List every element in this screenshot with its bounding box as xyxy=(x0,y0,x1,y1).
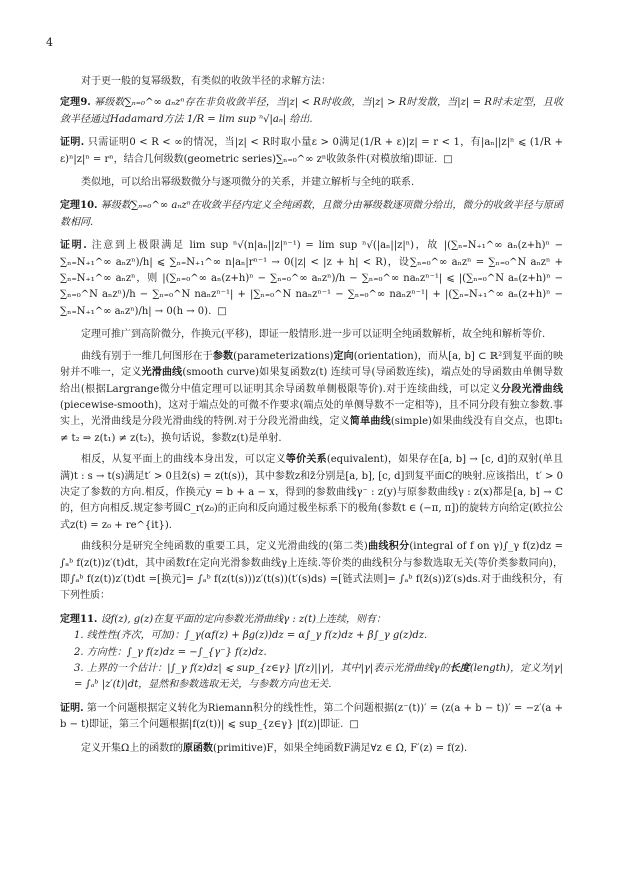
proof-10 xyxy=(60,238,563,320)
text-run: (length)，定义为|γ| = ∫ₐᵇ |z′(t)|dt，显然和参数选取无关，与参数方向也无关. xyxy=(74,663,564,691)
equivalence-paragraph xyxy=(60,452,563,534)
term-equivalence: 等价关系 xyxy=(285,454,327,466)
property-item xyxy=(74,661,563,694)
text-run: (smooth curve)如果复函数z(t) 连续可导(导函数连续)，端点处的导函数由单侧导数给出(根据Largrange微分中值定理可以证明其余导函数单侧极限等价).对于连续曲线，可以定义 xyxy=(60,367,564,395)
text-run: (simple)如果曲线没有自交点，也即t₁ ≠ t₂ ⇒ z(t₁) ≠ z(t₂)，换句话说，参数z(t)是单射. xyxy=(60,416,563,444)
text-run: 相反，从复平面上的曲线本身出发，可以定义 xyxy=(81,454,286,466)
proof-11 xyxy=(60,701,563,734)
term-piecewise-smooth: 分段光滑曲线 xyxy=(500,383,563,395)
theorem-11 xyxy=(60,612,563,628)
term-parameter: 参数 xyxy=(212,350,234,362)
text-run: 曲线积分是研究全纯函数的重要工具，定义光滑曲线的(第二类) xyxy=(81,541,368,553)
primitive-paragraph xyxy=(60,741,563,757)
property-item: 2. 方向性：∫_γ f(z)dz = −∫_{γ⁻} f(z)dz. xyxy=(74,646,267,658)
text-run: (orientation)，而从[a, b] ⊂ ℝ²到复平面的映射并不唯一，定义 xyxy=(60,350,564,379)
page-number: 4 xyxy=(46,36,53,49)
theorem-label: 定理9. xyxy=(60,97,91,109)
term-curve-integral: 曲线积分 xyxy=(367,541,410,553)
text-run: (piecewise-smooth)，这对于端点处的可微不作要求(端点处的单侧导数不一定相等)，且不同分段有独立参数.事实上，光滑曲线是分段光滑曲线的特例.对于分段光滑曲线，定义 xyxy=(60,399,563,428)
qed-mark: □ xyxy=(443,153,453,165)
proof-text: 第一个问题根据定义转化为Riemann积分的线性性，第二个问题根据(z⁻(t))′ = (z(a + b − t))′ = −z′(a + b − t)即证，第三个问题根据|f(z(t))| ⩽ sup_{z∈γ} |f(z)|即证. xyxy=(60,702,563,731)
text-run: (equivalent)，如果存在[a, b] → [c, d]的双射(单且满)t : s → t(s)满足t′ > 0且z̃(s) = z(t(s))，其中参数z和z̃分别是[a, b], [c, d]到复平面ℂ的映射.应该指出，t′ > 0 决定了参数的方向.相反，作换元y = b + a − x，得到的参数曲线γ⁻ : z(y)与原参数曲线γ : z(x)都是[a, b] → ℂ的，但方向相反.规定参考圆C_r(z₀)的正向和反向通过极坐标系下的极角(参数t ∈ (−π, π])的旋转方向给定(欧拉公式z(t) = z₀ + re^{it}). xyxy=(60,454,564,531)
qed-mark: □ xyxy=(349,719,359,731)
theorem-label: 定理10. xyxy=(60,200,98,212)
term-primitive: 原函数 xyxy=(183,742,213,754)
proof-text: 只需证明0 < R < ∞的情况，当|z| < R时取小量ε > 0满足(1/R + ε)|z| = r < 1，有|aₙ||z|ⁿ ⩽ (1/R + ε)ⁿ|z|ⁿ = rⁿ，结合几何级数(geometric series)∑ₙ₌₀^∞ zⁿ收敛条件(对模放缩)即证. xyxy=(60,137,563,165)
theorem-label: 定理11. xyxy=(60,613,98,625)
theorem-text: 幂级数∑ₙ₌₀^∞ aₙzⁿ存在非负收敛半径，当|z| < R时收敛，当|z| > R时发散，当|z| = R时未定型，且收敛半径通过Hadamard方法 1/R = lim sup ⁿ√|aₙ| 给出. xyxy=(60,97,563,125)
term-orientation: 定向 xyxy=(333,350,354,362)
proof-label: 证明. xyxy=(60,137,85,149)
proof-label: 证明. xyxy=(60,702,84,714)
proof-9 xyxy=(60,135,563,168)
text-run: 曲线有别于一维几何图形在于 xyxy=(81,350,213,362)
intro-paragraph: 对于更一般的复幂级数，有类似的收敛半径的求解方法： xyxy=(81,76,331,87)
integral-paragraph xyxy=(60,539,563,605)
theorem-10 xyxy=(60,198,563,231)
text-run: 3. 上界的一个估计：|∫_γ f(z)dz| ⩽ sup_{z∈γ} |f(z)||γ|，其中|γ|表示光滑曲线γ的 xyxy=(74,663,450,674)
page-content xyxy=(60,74,563,757)
proof-label: 证明. xyxy=(60,240,87,252)
theorem-9 xyxy=(60,95,563,128)
qed-mark: □ xyxy=(217,305,227,317)
text-run: (parameterizations) xyxy=(233,350,334,362)
curve-paragraph xyxy=(60,349,563,447)
similar-paragraph: 类似地，可以给出幂级数微分与逐项微分的关系，并建立解析与全纯的联系. xyxy=(81,177,415,189)
text-run: (integral of f on γ)∫_γ f(z)dz = ∫ₐᵇ f(z(t))z′(t)dt，其中函数f在定向光滑参数曲线γ上连续.等价类的曲线积分与参数选取无关(等价类参数同向)，即∫ₐᵇ f(z(t))z′(t)dt =[换元]= ∫ₐᵇ f(z(t(s)))z′(t(s))(t′(s)ds) =[链式法则]= ∫ₐᵇ f(z̃(s))z̃′(s)ds.对于曲线积分，有下列性质： xyxy=(60,541,563,602)
property-item: 1. 线性性(齐次，可加)：∫_γ(αf(z) + βg(z))dz = α∫_γ f(z)dz + β∫_γ g(z)dz. xyxy=(74,630,428,642)
term-smooth-curve: 光滑曲线 xyxy=(141,367,183,379)
text-run: (primitive)F，如果全纯函数F满足∀z ∈ Ω, F′(z) = f(z). xyxy=(213,742,468,754)
text-run: 定义开集Ω上的函数f的 xyxy=(81,742,183,754)
proof-text: 注意到上极限满足 lim sup ⁿ√(n|aₙ||z|ⁿ⁻¹) = lim sup ⁿ√(|aₙ||z|ⁿ)，故 |(∑ₙ₌N₊₁^∞ aₙ(z+h)ⁿ − ∑ₙ₌N₊₁^∞ aₙzⁿ)/h| ⩽ ∑ₙ₌N₊₁^∞ n|aₙ|rⁿ⁻¹ → 0(|z| < |z + h| < R)，设∑ₙ₌₀^∞ aₙzⁿ = ∑ₙ₌₀^N aₙzⁿ + ∑ₙ₌N₊₁^∞ aₙzⁿ，则 |(∑ₙ₌₀^∞ aₙ(z+h)ⁿ − ∑ₙ₌₀^∞ aₙzⁿ)/h − ∑ₙ₌₀^∞ naₙzⁿ⁻¹| ⩽ |(∑ₙ₌₀^N aₙ(z+h)ⁿ − ∑ₙ₌₀^N aₙzⁿ)/h − ∑ₙ₌₀^N naₙzⁿ⁻¹| + |∑ₙ₌₀^N naₙzⁿ⁻¹ − ∑ₙ₌₀^∞ naₙzⁿ⁻¹| + |(∑ₙ₌N₊₁^∞ aₙ(z+h)ⁿ − ∑ₙ₌N₊₁^∞ aₙzⁿ)/h| → 0(h → 0). xyxy=(60,240,563,317)
term-simple-curve: 简单曲线 xyxy=(349,416,391,428)
property-list xyxy=(60,628,563,694)
theorem-text: 幂级数∑ₙ₌₀^∞ aₙzⁿ在收敛半径内定义全纯函数，且微分由幂级数逐项微分给出，微分的收敛半径与原函数相同. xyxy=(60,200,564,228)
term-length: 长度 xyxy=(449,663,470,674)
theorem-text: 设f(z), g(z)在复平面的定向参数光滑曲线γ : z(t)上连续，则有： xyxy=(100,613,386,625)
extend-paragraph: 定理可推广到高阶微分，作换元(平移)，即证一般情形.进一步可以证明全纯函数解析，故全纯和解析等价. xyxy=(81,329,546,341)
